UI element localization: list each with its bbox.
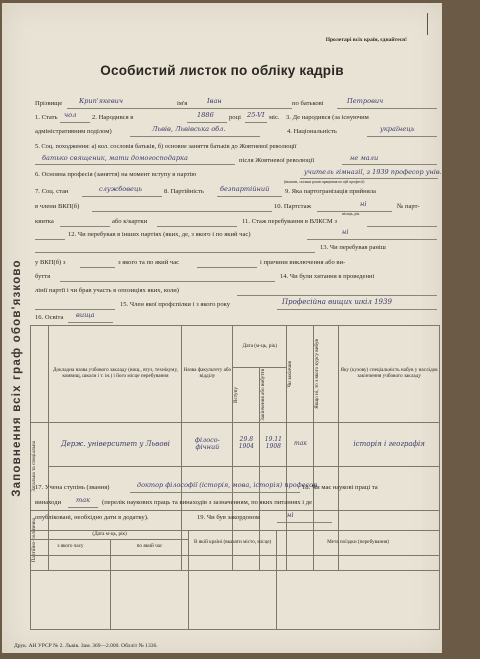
q11-mid: або к/картки xyxy=(112,218,148,225)
q2-year-suffix: році xyxy=(229,114,241,121)
q11-label: 11. Стаж перебування в ВЛКСМ з xyxy=(242,218,337,225)
cell-start-1: 29.8 xyxy=(239,436,254,444)
q3-label: 3. Де народився (за існуючим xyxy=(286,114,369,121)
side-note: Заповнення всіх граф обов'язково xyxy=(11,259,23,497)
abroad-header-date: (Дата м-ць, рік) xyxy=(31,531,189,540)
q6-label: 6. Основна професія (заняття) на момент вступу в партію xyxy=(35,171,197,178)
q5-after: після Жовтневої революції xyxy=(239,157,315,164)
q5-after-value: не мали xyxy=(350,154,379,162)
header-start: Вступу xyxy=(233,386,240,403)
q6-value: учитель гімназії, з 1939 професор унів. xyxy=(304,168,442,176)
q11-pre: квитка xyxy=(35,218,54,225)
abroad-table xyxy=(30,530,440,630)
header-institution: Докладна назва учбового закладу (вищ., втуз, технікуму, комвищ, школи і т. ін.) і його місце перебування xyxy=(49,326,182,423)
q5-value: батько священик, мати домогосподарка xyxy=(42,154,188,162)
q7-label: 7. Соц. стан xyxy=(35,188,69,195)
corner-mark xyxy=(427,13,428,35)
q10-value: ні xyxy=(360,200,367,208)
q2-date: 25-VI xyxy=(247,111,265,119)
q2-date-suffix: міс. xyxy=(269,114,280,121)
q4-value: українець xyxy=(380,125,415,133)
q10-note: місяць, рік xyxy=(342,212,360,216)
q17-value: доктор філософії (історія, мова, історія) професор xyxy=(137,481,318,489)
q10-label-2: № парт- xyxy=(397,203,420,210)
patronymic-label: по батькові xyxy=(292,100,324,107)
q9-label: 9. Яка партогранізація прийняла xyxy=(285,188,376,195)
header-end: Закінчення або вибуття xyxy=(260,369,267,421)
q2-year: 1886 xyxy=(197,111,214,119)
q12-value: ні xyxy=(342,228,349,236)
q18-c: (перелік наукових праць та винаходів з зазначенням, по яких питаннях і де xyxy=(102,499,313,506)
table-corner xyxy=(31,326,49,423)
q15-value: Професійна вищих шкіл 1939 xyxy=(282,298,392,306)
cell-end-2: 1908 xyxy=(265,443,282,451)
q18-d: опубліковані, необхідно дати в додатку). xyxy=(35,514,149,521)
cell-specialty: історія і географія xyxy=(339,422,440,466)
header-date: Дата (м-ць, рік) xyxy=(233,326,287,368)
header-finished: Чи закінчив xyxy=(287,360,294,388)
print-footer: Друк. АН УРСР № 2. Львів. Зам. 369—2.000. Облліт № 1336. xyxy=(14,643,158,649)
q8-label: 8. Партійність xyxy=(164,188,204,195)
q4-label: 4. Національність xyxy=(287,128,337,135)
surname-value: Крип'якевич xyxy=(79,97,124,105)
q14-label: 14. Чи були хитання в проведенні xyxy=(280,273,375,280)
q8-value: безпартійний xyxy=(220,185,270,193)
q19-label: 19. Чи був закордоном xyxy=(197,514,260,521)
row-label-political: Партійно-політична xyxy=(31,518,37,563)
q3-label-2: адміністративним поділом) xyxy=(35,128,112,135)
q13-a: у ВКП(б) з xyxy=(35,259,66,266)
q13-label: 13. Чи перебував раніш xyxy=(320,244,386,251)
row-label-general: Загальна та спеціальна xyxy=(31,440,37,492)
cell-faculty: філосо-фічний xyxy=(182,422,233,466)
header-dropped: Якщо ні, то з якого курсу вибув xyxy=(314,339,321,409)
cell-end-1: 19.11 xyxy=(264,436,282,444)
form-sheet xyxy=(2,3,442,653)
q3-value: Львів, Львівська обл. xyxy=(152,125,226,133)
patronymic-value: Петрович xyxy=(347,97,384,105)
header-motto: Пролетарі всіх країн, єднайтеся! xyxy=(325,37,407,43)
q19-value: ні xyxy=(287,511,294,519)
header-faculty: Назва факультету або відділу xyxy=(182,326,233,423)
q13-d: буття xyxy=(35,273,51,280)
abroad-header-country: В якій країні (вказати місто, місце) xyxy=(189,531,277,556)
cell-start-2: 1904 xyxy=(238,443,254,451)
q9-label-2: в члени ВКП(б) xyxy=(35,203,80,210)
q18-value: так xyxy=(76,496,91,504)
q10-label: 10. Партстаж xyxy=(274,203,312,210)
q13-c: і причини виключення або ви- xyxy=(260,259,346,266)
q1-label: 1. Стать xyxy=(35,114,58,121)
abroad-header-from: з якого часу xyxy=(31,539,111,555)
q17-label: 17. Учена ступінь (звання) xyxy=(35,484,110,491)
q12-label: 12. Чи перебував в інших партіях (яких, де, з якого і по який час) xyxy=(68,231,251,238)
q2-label: 2. Народився в xyxy=(92,114,134,121)
cell-finished: так xyxy=(287,422,314,466)
q7-value: службовець xyxy=(99,185,143,193)
q14-b: лінії партії і чи брав участь в опозиціях яких, коли) xyxy=(35,287,179,294)
abroad-header-purpose: Мета поїздки (перебування) xyxy=(277,531,440,556)
q6-note: (вказати, скільки років працював по цій професії) xyxy=(284,180,365,184)
q18-b: винаходи xyxy=(35,499,62,506)
name-value: Іван xyxy=(207,97,222,105)
q1-value: чол xyxy=(64,111,77,119)
form-title: Особистий листок по обліку кадрів xyxy=(100,63,344,78)
abroad-header-to: по який час xyxy=(110,539,188,555)
cell-dropped xyxy=(314,422,339,466)
q18-label: 18. Чи має наукові праці та xyxy=(302,484,378,491)
cell-institution: Держ. університет у Львові xyxy=(49,422,182,466)
surname-label: Прізвище xyxy=(35,100,63,107)
q13-b: з якого та по який час xyxy=(118,259,180,266)
q16-value: вища xyxy=(76,311,95,319)
q16-label: 16. Освіта xyxy=(35,314,64,321)
q5-label: 5. Соц. походження: а) кол. сословія батьків, б) основне заняття батьків до Жовтневої революції xyxy=(35,143,297,150)
q15-label: 15. Член якої профспілки і з якого року xyxy=(120,301,231,308)
header-specialty: Яку (кузову) спеціальність набув у наслідок закінчення учбового закладу xyxy=(339,326,440,423)
name-label: ім'я xyxy=(177,100,188,107)
